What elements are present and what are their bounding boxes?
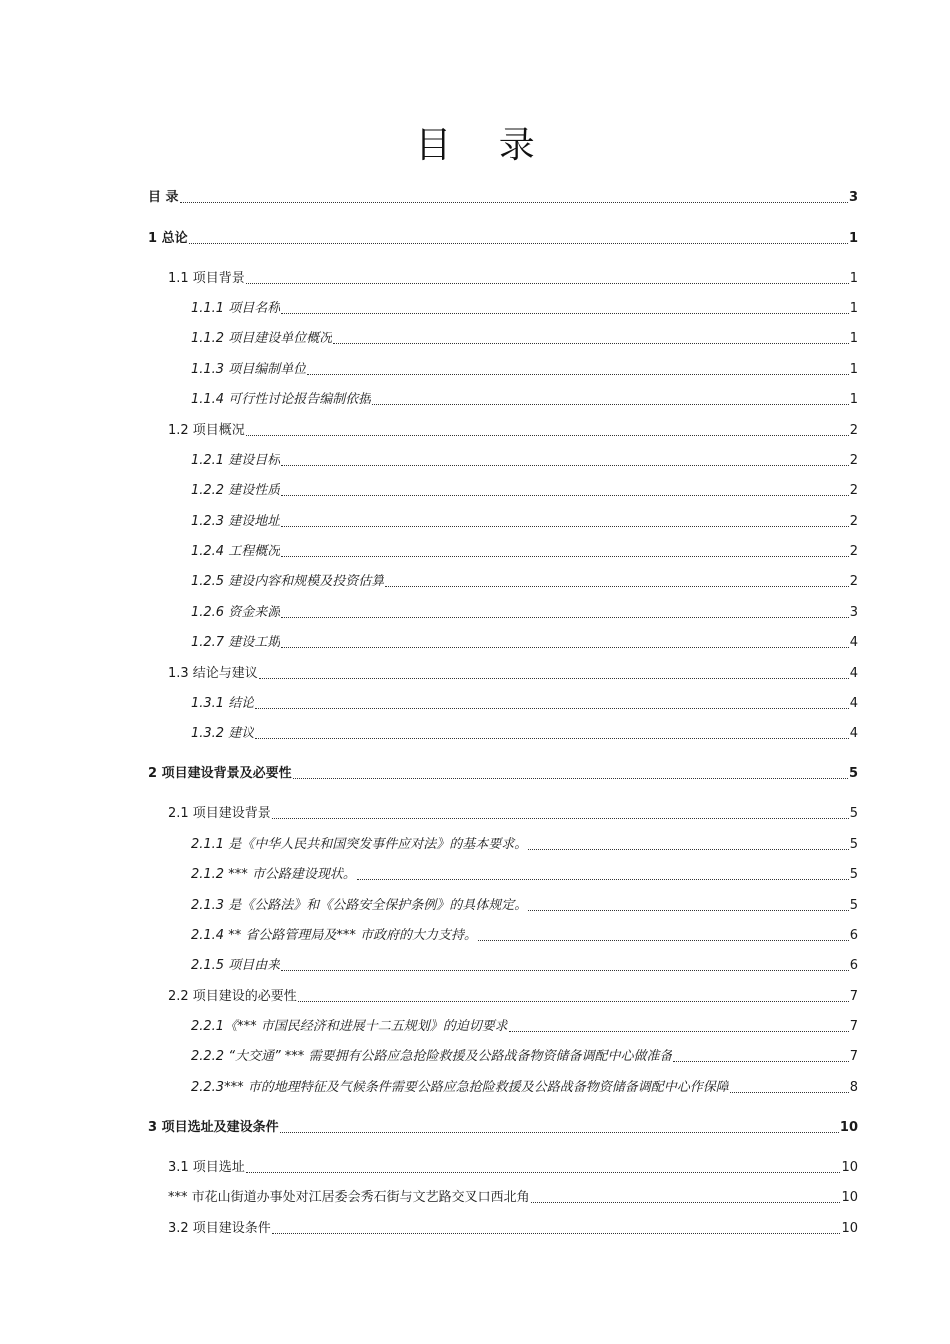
toc-entry-text: 2.2.2 “大交通” *** 需要拥有公路应急抢险救援及公路战备物资储备调配中心做准备 <box>191 1049 673 1064</box>
toc-entry[interactable] <box>191 450 858 470</box>
toc-leader-dots <box>281 495 849 496</box>
toc-entry[interactable] <box>191 298 858 318</box>
toc-entry-text: 1.1.3 项目编制单位 <box>191 362 307 377</box>
toc-page-number: 1 <box>849 392 858 407</box>
page-title: 目 录 <box>415 125 553 167</box>
toc-page-number: 6 <box>849 958 858 973</box>
toc-entry[interactable] <box>191 925 858 945</box>
toc-entry[interactable] <box>168 420 858 440</box>
toc-leader-dots <box>255 738 849 739</box>
toc-entry[interactable] <box>191 359 858 379</box>
toc-entry-text: 2.2.1《*** 市国民经济和进展十二五规划》的迫切要求 <box>191 1019 508 1034</box>
toc-leader-dots <box>255 708 849 709</box>
toc-leader-dots <box>281 465 849 466</box>
toc-page-number: 3 <box>849 605 858 620</box>
toc-entry[interactable] <box>168 986 858 1006</box>
toc-entry[interactable] <box>148 187 858 207</box>
toc-entry[interactable] <box>168 1218 858 1238</box>
toc-entry[interactable] <box>168 663 858 683</box>
toc-entry-text: 1.3.1 结论 <box>191 696 255 711</box>
toc-entry-text: 1.2.6 资金来源 <box>191 605 281 620</box>
toc-entry[interactable] <box>191 864 858 884</box>
toc-page-number: 2 <box>849 483 858 498</box>
toc-page-number: 2 <box>849 423 858 438</box>
toc-page-number: 8 <box>849 1080 858 1095</box>
toc-entry-text: 1.1 项目背景 <box>168 271 245 286</box>
toc-leader-dots <box>531 1202 841 1203</box>
toc-page-number: 10 <box>841 1160 858 1175</box>
toc-entry[interactable] <box>148 228 858 248</box>
toc-leader-dots <box>307 374 849 375</box>
toc-page-number: 1 <box>849 301 858 316</box>
toc-leader-dots <box>293 778 848 779</box>
toc-entry-text: 2.1.3 是《公路法》和《公路安全保护条例》的具体规定。 <box>191 898 528 913</box>
toc-leader-dots <box>730 1092 849 1093</box>
toc-entry[interactable] <box>191 895 858 915</box>
toc-entry-text: 1 总论 <box>148 231 188 246</box>
toc-leader-dots <box>333 343 849 344</box>
toc-entry-text: 2.2 项目建设的必要性 <box>168 989 297 1004</box>
toc-entry-text: 1.3.2 建议 <box>191 726 255 741</box>
toc-leader-dots <box>281 556 849 557</box>
toc-entry[interactable] <box>191 693 858 713</box>
toc-entry-text: 2.2.3*** 市的地理特征及气候条件需要公路应急抢险救援及公路战备物资储备调配中心作保障 <box>191 1080 729 1095</box>
toc-entry-text: 1.2.4 工程概况 <box>191 544 281 559</box>
toc-entry-text: 1.1.2 项目建设单位概况 <box>191 331 333 346</box>
toc-page-number: 2 <box>849 453 858 468</box>
toc-entry[interactable] <box>191 834 858 854</box>
toc-entry[interactable] <box>168 268 858 288</box>
toc-page-number: 1 <box>849 271 858 286</box>
toc-page-number: 7 <box>849 1019 858 1034</box>
toc-leader-dots <box>281 647 849 648</box>
toc-page-number: 4 <box>849 696 858 711</box>
toc-leader-dots <box>298 1001 849 1002</box>
toc-page-number: 4 <box>849 635 858 650</box>
toc-leader-dots <box>478 940 849 941</box>
toc-entry[interactable] <box>148 763 858 783</box>
toc-entry-text: 1.2.3 建设地址 <box>191 514 281 529</box>
toc-page-number: 7 <box>849 1049 858 1064</box>
toc-entry[interactable] <box>191 1046 858 1066</box>
toc-leader-dots <box>189 243 848 244</box>
toc-page-number: 2 <box>849 514 858 529</box>
toc-entry[interactable] <box>168 803 858 823</box>
toc-entry[interactable] <box>191 389 858 409</box>
toc-entry-text: 3.2 项目建设条件 <box>168 1221 271 1236</box>
toc-entry[interactable] <box>168 1187 858 1207</box>
toc-page-number: 6 <box>849 928 858 943</box>
toc-entry-text: 1.1.1 项目名称 <box>191 301 281 316</box>
toc-page-number: 10 <box>841 1221 858 1236</box>
toc-entry[interactable] <box>191 541 858 561</box>
toc-entry[interactable] <box>168 1157 858 1177</box>
toc-entry[interactable] <box>191 480 858 500</box>
toc-entry-text: 1.3 结论与建议 <box>168 666 258 681</box>
toc-entry[interactable] <box>191 723 858 743</box>
toc-leader-dots <box>509 1031 849 1032</box>
toc-page-number: 5 <box>849 867 858 882</box>
toc-entry-text: 1.2.2 建设性质 <box>191 483 281 498</box>
toc-page-number: 5 <box>848 766 858 781</box>
toc-page-number: 5 <box>849 806 858 821</box>
toc-page-number: 4 <box>849 726 858 741</box>
toc-page-number: 4 <box>849 666 858 681</box>
toc-entry[interactable] <box>191 328 858 348</box>
toc-page-number: 10 <box>839 1120 858 1135</box>
toc-entry-text: 2.1.4 ** 省公路管理局及*** 市政府的大力支持。 <box>191 928 477 943</box>
toc-leader-dots <box>272 1233 841 1234</box>
toc-entry[interactable] <box>148 1117 858 1137</box>
toc-entry-text: 1.2.7 建设工期 <box>191 635 281 650</box>
toc-entry[interactable] <box>191 632 858 652</box>
toc-entry[interactable] <box>191 571 858 591</box>
toc-entry[interactable] <box>191 1077 858 1097</box>
toc-entry-text: 1.2 项目概况 <box>168 423 245 438</box>
toc-leader-dots <box>246 435 849 436</box>
toc-entry-text: *** 市花山街道办事处对江居委会秀石街与文艺路交叉口西北角 <box>168 1190 530 1205</box>
toc-leader-dots <box>246 283 849 284</box>
toc-leader-dots <box>357 879 849 880</box>
toc-entry-text: 1.1.4 可行性讨论报告编制依据 <box>191 392 372 407</box>
toc-entry-text: 2.1.2 *** 市公路建设现状。 <box>191 867 356 882</box>
toc-leader-dots <box>281 970 849 971</box>
toc-page-number: 1 <box>849 362 858 377</box>
toc-page-number: 5 <box>849 898 858 913</box>
toc-leader-dots <box>673 1061 848 1062</box>
toc-leader-dots <box>259 678 849 679</box>
toc-page-number: 1 <box>849 331 858 346</box>
toc-entry[interactable] <box>191 602 858 622</box>
toc-page-number: 5 <box>849 837 858 852</box>
toc-leader-dots <box>528 910 849 911</box>
toc-leader-dots <box>372 404 849 405</box>
toc-page-number: 10 <box>841 1190 858 1205</box>
toc-page-number: 3 <box>848 190 858 205</box>
toc-page-number: 7 <box>849 989 858 1004</box>
toc-leader-dots <box>272 818 849 819</box>
toc-entry-text: 2.1.1 是《中华人民共和国突发事件应对法》的基本要求。 <box>191 837 528 852</box>
toc-entry-text: 2.1.5 项目由来 <box>191 958 281 973</box>
toc-entry-text: 2.1 项目建设背景 <box>168 806 271 821</box>
toc-leader-dots <box>180 202 848 203</box>
toc-leader-dots <box>528 849 849 850</box>
toc-page-number: 1 <box>848 231 858 246</box>
toc-entry-text: 3.1 项目选址 <box>168 1160 245 1175</box>
toc-entry-text: 目 录 <box>148 190 179 205</box>
toc-entry-text: 2 项目建设背景及必要性 <box>148 766 292 781</box>
toc-page-number: 2 <box>849 544 858 559</box>
toc-leader-dots <box>281 313 849 314</box>
toc-entry[interactable] <box>191 955 858 975</box>
toc-page-number: 2 <box>849 574 858 589</box>
toc-leader-dots <box>246 1172 841 1173</box>
toc-entry-text: 1.2.1 建设目标 <box>191 453 281 468</box>
toc-entry[interactable] <box>191 511 858 531</box>
toc-entry[interactable] <box>191 1016 858 1036</box>
toc-entry-text: 3 项目选址及建设条件 <box>148 1120 279 1135</box>
toc-entry-text: 1.2.5 建设内容和规模及投资估算 <box>191 574 385 589</box>
toc-leader-dots <box>281 526 849 527</box>
toc-leader-dots <box>280 1132 839 1133</box>
toc-leader-dots <box>281 617 849 618</box>
toc-leader-dots <box>385 586 849 587</box>
